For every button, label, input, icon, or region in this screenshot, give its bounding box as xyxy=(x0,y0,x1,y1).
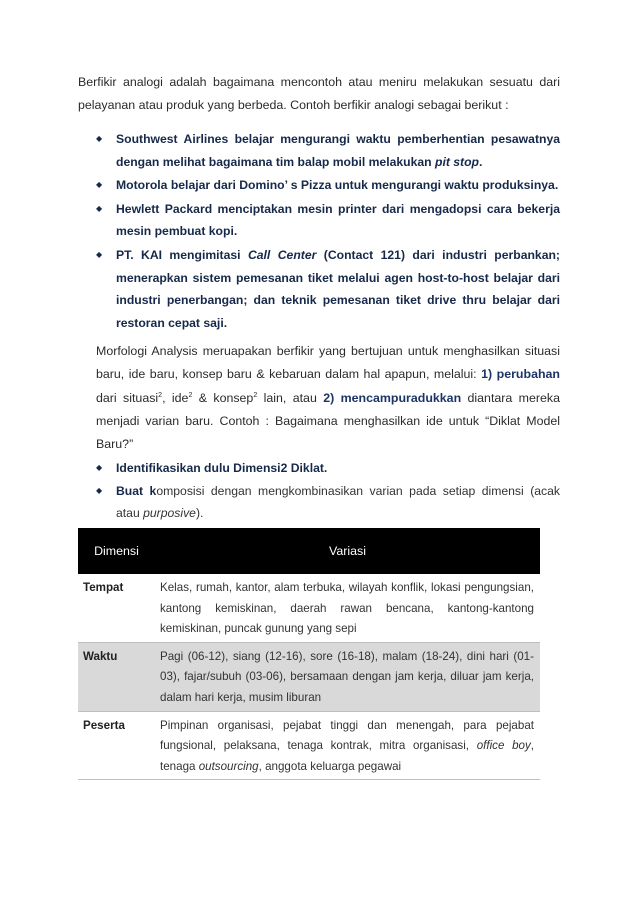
intro-line-2: pelayanan atau produk yang berbeda. Contoh berfikir analogi sebagai berikut : xyxy=(78,98,509,112)
list-item: ◆ PT. KAI mengimitasi Call Center (Contact 121) dari industri perbankan; menerapkan sistem pemesanan tiket melalui agen host-to-host belajar dari industri penerbangan; dan teknik pemesanan tiket drive thru belajar dari restoran cepat saji. xyxy=(96,244,560,334)
table-row xyxy=(78,711,540,780)
list-item: ◆ Identifikasikan dulu Dimensi2 Diklat. xyxy=(96,457,560,480)
steps-list xyxy=(96,457,560,525)
table-row xyxy=(78,574,540,642)
diamond-bullet-icon: ◆ xyxy=(96,134,103,143)
list-item: ◆ Motorola belajar dari Domino’ s Pizza untuk mengurangi waktu produksinya. xyxy=(96,174,560,197)
diamond-bullet-icon: ◆ xyxy=(96,463,103,472)
intro-paragraph xyxy=(78,71,560,117)
dimension-table xyxy=(78,528,540,780)
morfologi-paragraph: Morfologi Analysis meruapakan berfikir yang bertujuan untuk menghasilkan situasi baru, ide baru, konsep baru & kebaruan dalam hal apapun, melalui: 1) perubahan dari situasi$^2$, ide$^2$ & konsep$^2$ lain, atau 2) mencampuradukkan diantara mereka menjadi varian baru. Contoh : Bagaimana menghasilkan ide untuk “Diklat Model Baru?” xyxy=(96,344,560,452)
diamond-bullet-icon: ◆ xyxy=(96,203,103,213)
emphasis: purposive xyxy=(143,506,196,521)
column-header-variasi: Variasi xyxy=(155,528,540,574)
list-item: ◆ Hewlett Packard menciptakan mesin printer dari mengadopsi cara bekerja mesin pembuat kopi. xyxy=(96,198,560,243)
dimension-cell: Tempat xyxy=(78,574,155,642)
intro-line-1: Berfikir analogi adalah bagaimana mencontoh atau meniru melakukan sesuatu dari xyxy=(78,75,560,89)
variation-cell: Pagi (06-12), siang (12-16), sore (16-18), malam (18-24), dini hari (01-03), fajar/subuh (03-06), bersamaan dengan jam kerja, diluar jam kerja, dalam hari kerja, musim liburan xyxy=(155,642,540,711)
highlight-mencampuradukkan: 2) mencampuradukkan xyxy=(323,390,462,405)
list-item: ◆ Buat komposisi dengan mengkombinasikan varian pada setiap dimensi (acak atau purposive). xyxy=(96,480,560,525)
dimension-cell: Peserta xyxy=(78,711,155,780)
list-item: ◆ Southwest Airlines belajar mengurangi waktu pemberhentian pesawatnya dengan melihat bagaimana tim balap mobil melakukan pit stop. xyxy=(96,128,560,173)
variation-cell: Pimpinan organisasi, pejabat tinggi dan menengah, para pejabat fungsional, pelaksana, tenaga kontrak, mitra organisasi, office boy, tenaga outsourcing, anggota keluarga pegawai xyxy=(155,711,540,780)
variation-cell: Kelas, rumah, kantor, alam terbuka, wilayah konflik, lokasi pengungsian, kantong kemiskinan, daerah rawan bencana, kantong-kantong kemiskinan, puncak gunung yang sepi xyxy=(155,574,540,642)
diamond-bullet-icon: ◆ xyxy=(96,180,103,190)
table-header-row xyxy=(78,528,540,574)
analogy-examples-list xyxy=(96,128,560,335)
diamond-bullet-icon: ◆ xyxy=(96,249,103,259)
diamond-bullet-icon: ◆ xyxy=(96,485,103,495)
emphasis: Call Center xyxy=(247,247,317,262)
table-row xyxy=(78,642,540,711)
dimension-cell: Waktu xyxy=(78,642,155,711)
emphasis: pit stop xyxy=(435,154,480,169)
column-header-dimensi: Dimensi xyxy=(78,528,155,574)
highlight-perubahan: 1) perubahan xyxy=(481,367,560,382)
